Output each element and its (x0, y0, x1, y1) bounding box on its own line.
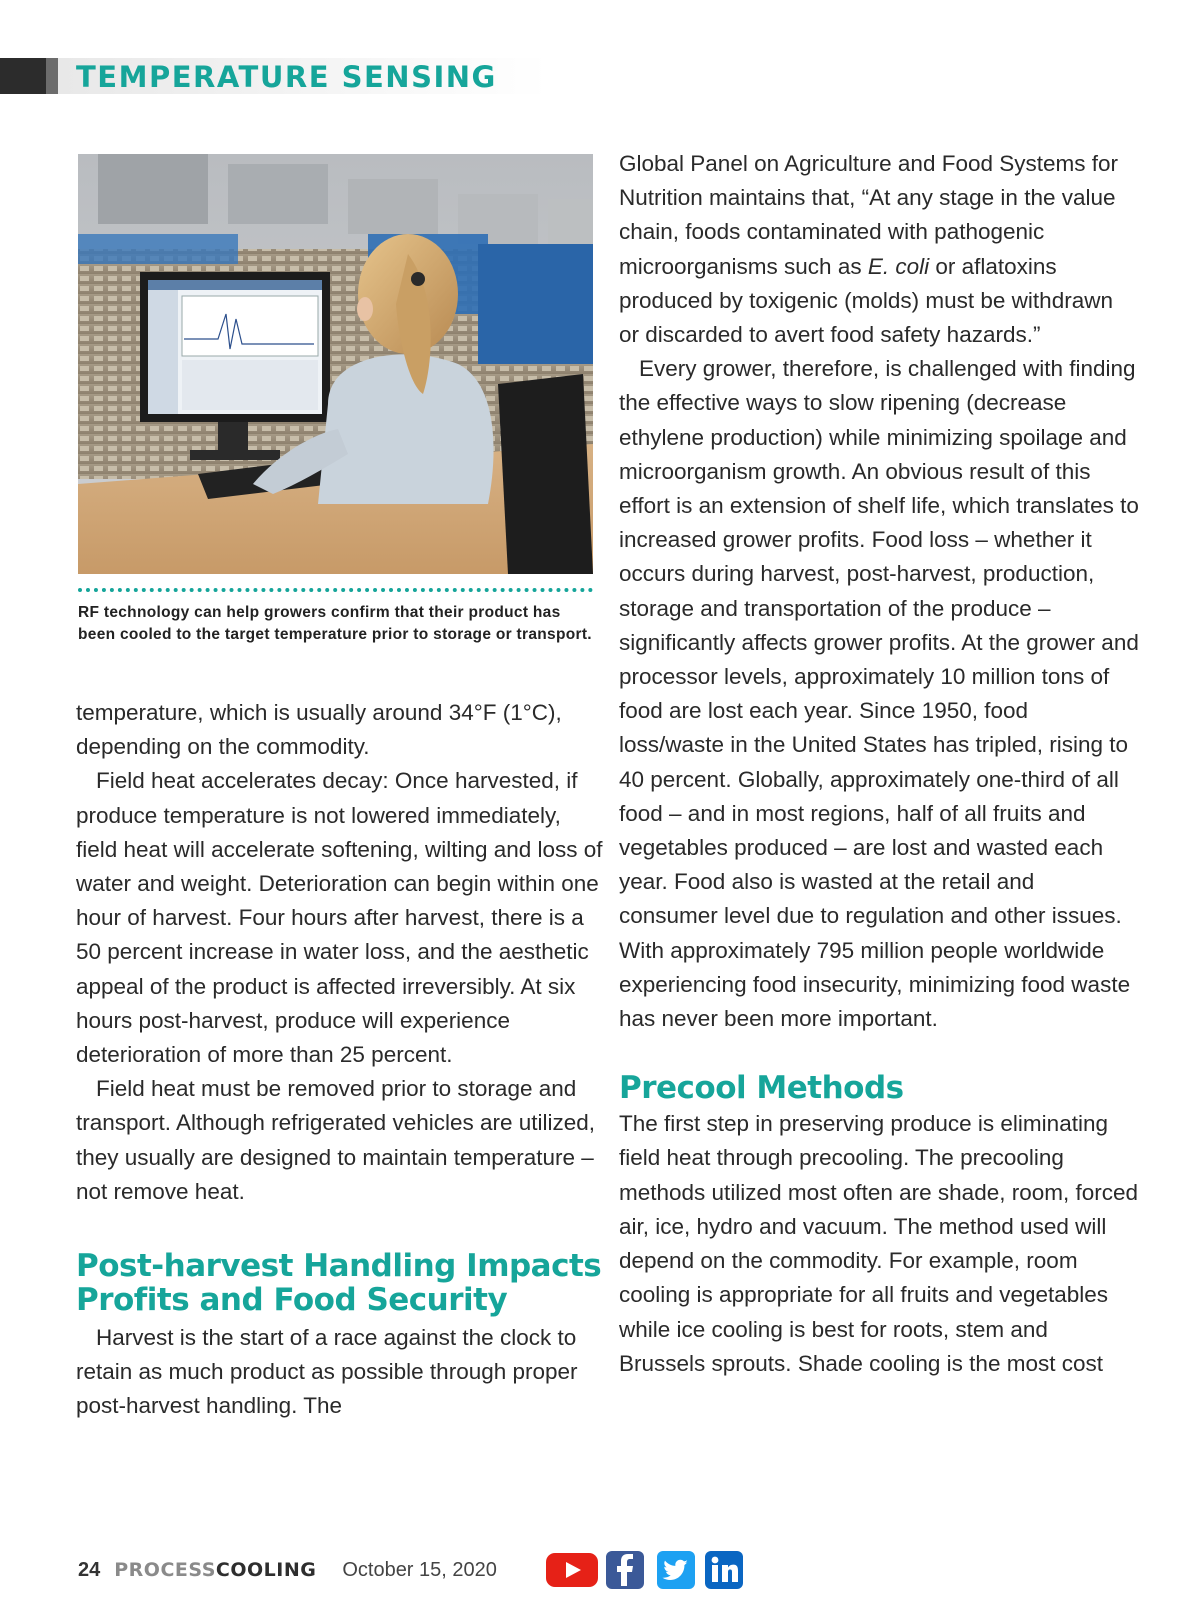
twitter-icon[interactable] (656, 1550, 696, 1590)
photo-caption: RF technology can help growers confirm that their product has been cooled to the target temperature prior to storage or transport. (78, 604, 592, 643)
facebook-icon[interactable] (605, 1550, 645, 1590)
brand-process: PROCESS (114, 1559, 216, 1581)
right-paragraph-3: The first step in preserving produce is eliminating field heat through precooling. The precooling methods utilized most often are shade, room, forced air, ice, hydro and vacuum. The method used will depend on the commodity. For example, room cooling is appropriate for all fruits and vegetables while ice cooling is best for roots, stem and Brussels sprouts. Shade cooling is the most cost (619, 1111, 1139, 1376)
header-dark-block (0, 58, 46, 94)
footer (78, 1550, 497, 1590)
left-paragraph-1: temperature, which is usually around 34°F (1°C), depending on the commodity. (76, 700, 562, 760)
right-paragraph-2: Every grower, therefore, is challenged with finding the effective ways to slow ripening (decrease ethylene production) while minimizing spoilage and microorganism growth. An obvious result of this effort is an extension of shelf life, which translates to increased grower profits. Food loss – whether it occurs during harvest, post-harvest, production, storage and transportation of the produce – significantly affects grower profits. At the grower and processor levels, approximately 10 million tons of food are lost each year. Since 1950, food loss/waste in the United States has tripled, rising to 40 percent. Globally, approximately one-third of all food – and in most regions, half of all fruits and vegetables produced – are lost and wasted each year. Food also is wasted at the retail and consumer level due to regulation and other issues. With approximately 795 million people worldwide experiencing food insecurity, minimizing food waste has never been more important. (619, 356, 1139, 1032)
right-paragraph-1 (619, 147, 1139, 352)
e-coli-term: E. coli (867, 253, 930, 279)
article-photo (78, 154, 593, 574)
youtube-icon[interactable] (545, 1550, 599, 1590)
right-paragraph-1-end: or aflatoxins produced by toxigenic (molds) must be withdrawn or discarded to avert food safety hazards.” (619, 253, 1113, 348)
issue-date: October 15, 2020 (342, 1559, 497, 1581)
left-paragraph-3: Field heat must be removed prior to storage and transport. Although refrigerated vehicles are utilized, they usually are designed to maintain temperature – not remove heat. (76, 1076, 596, 1204)
left-column (76, 696, 606, 1424)
right-column (619, 147, 1139, 1381)
linkedin-icon[interactable] (704, 1550, 744, 1590)
header-accent-block (46, 58, 58, 94)
caption-divider (78, 588, 593, 592)
office-chair (498, 374, 593, 574)
post-harvest-heading: Post-harvest Handling Impacts Profits and Food Security (76, 1248, 602, 1319)
precool-methods-heading: Precool Methods (619, 1070, 904, 1107)
right-paragraph-1-start: Global Panel on Agriculture and Food Systems for Nutrition maintains that, “At any stage in the value chain, foods contaminated with pathogenic microorganisms such as (619, 151, 1119, 279)
page-number: 24 (78, 1559, 101, 1581)
left-paragraph-2: Field heat accelerates decay: Once harvested, if produce temperature is not lowered immediately, field heat will accelerate softening, wilting and loss of water and weight. Deterioration can begin within one hour of harvest. Four hours after harvest, there is a 50 percent increase in water loss, and the aesthetic appeal of the product is affected irreversibly. At six hours post-harvest, produce will experience deterioration of more than 25 percent. (76, 768, 603, 1068)
section-label: TEMPERATURE SENSING (76, 60, 497, 94)
left-paragraph-4: Harvest is the start of a race against the clock to retain as much product as possible through proper post-harvest handling. The (76, 1325, 578, 1419)
brand-cooling: COOLING (215, 1559, 317, 1581)
